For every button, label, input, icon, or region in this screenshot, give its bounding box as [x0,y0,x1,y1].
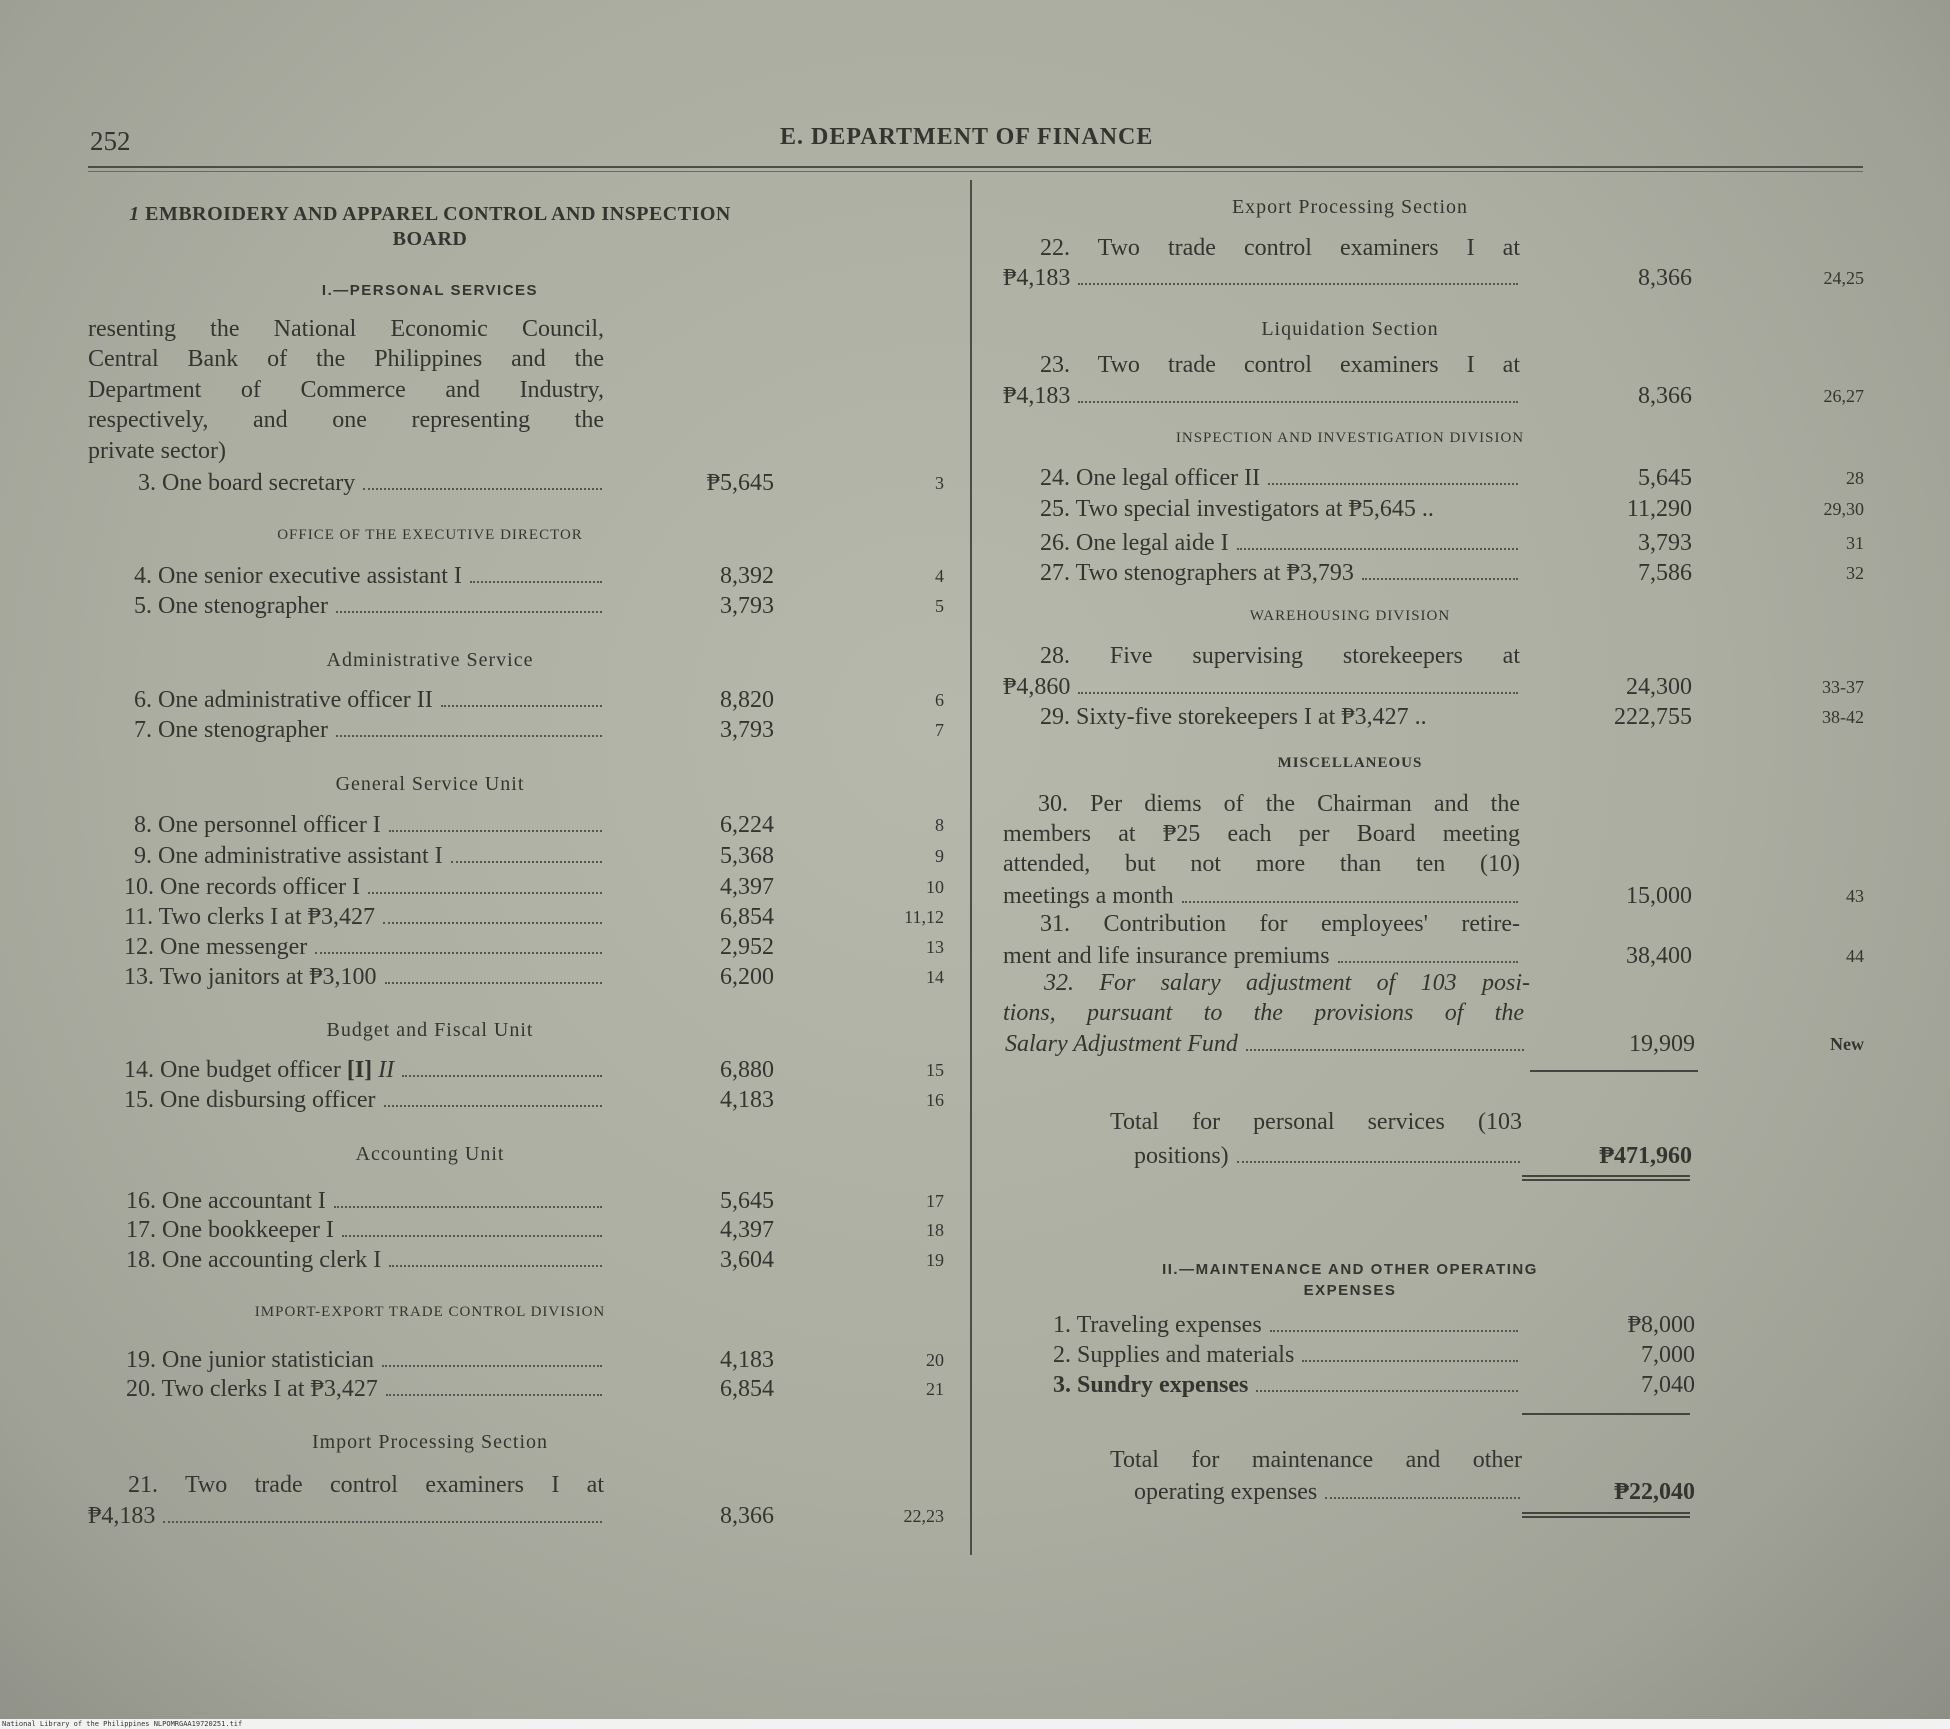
item-label: 10. One records officer I [124,874,361,900]
item-label-main: 14. One budget officer [124,1057,341,1083]
leader-dots [1325,1497,1520,1499]
mooe-item [0,1340,1950,1370]
item-amount: 2,952 [720,934,774,960]
board-number: 1 [129,203,140,225]
item-amount: 5,645 [1638,465,1692,491]
section-heading: Liquidation Section [1261,318,1439,340]
mooe-item [0,1310,1950,1340]
item-ref: 28 [1846,468,1864,488]
item-label: ₱4,860 [1003,674,1071,700]
item-label: 4. One senior executive assistant I [134,563,462,589]
item-ref: 24,25 [1823,268,1864,288]
item-line: attended, but not more than ten (10) [1003,851,1520,877]
item-amount: 6,854 [720,1376,774,1402]
total-line: Total for personal services (103 [1110,1109,1522,1135]
leader-dots [1362,578,1518,580]
line-item [0,1186,960,1216]
item-amount: 4,397 [720,874,774,900]
item-amount: 3,793 [720,593,774,619]
item-ref: 32 [1846,563,1864,583]
item-amount: 38,400 [1626,943,1692,969]
item-label: ment and life insurance premiums [1003,943,1330,969]
item-label: 7. One stenographer [134,717,328,743]
item-ref: 38-42 [1822,707,1864,727]
item-ref: 31 [1846,533,1864,553]
deleted-text-bracket: [I] [346,1057,373,1083]
header-rule [88,166,1863,168]
line-item [0,591,960,621]
item-amount: 6,224 [720,812,774,838]
page-number: 252 [90,126,131,156]
item-ref: 18 [926,1220,944,1240]
item-ref: 9 [935,846,944,866]
line-item [0,528,1950,558]
leader-dots [163,1521,602,1523]
item-label: 8. One personnel officer I [134,812,381,838]
section-heading: Budget and Fiscal Unit [326,1019,534,1041]
header-rule-thin [88,171,1863,172]
board-title-line2: BOARD [392,228,468,250]
line-item [0,841,960,871]
item-first-line: 28. Five supervising storekeepers at [1040,643,1520,669]
item-ref: 22,23 [903,1506,944,1526]
leader-dots [384,1105,602,1107]
line-item [0,1055,960,1085]
section-heading: Accounting Unit [355,1143,505,1165]
item-amount: 6,200 [720,964,774,990]
section-heading: Administrative Service [326,649,534,671]
item-ref: 8 [935,815,944,835]
item-label: 12. One messenger [124,934,308,960]
line-item [0,810,960,840]
leader-dots [389,830,602,832]
total-amount: ₱471,960 [1599,1143,1692,1169]
total-label: positions) [1134,1143,1229,1169]
item-amount: 4,397 [720,1217,774,1243]
total-personal-services [0,1141,1950,1171]
total-double-rule-bottom [1522,1516,1690,1518]
item-label: 6. One administrative officer II [134,687,433,713]
item-label: 27. Two stenographers at ₱3,793 [1040,560,1354,586]
item-first-line: 31. Contribution for employees' retire- [1040,911,1520,937]
item-ref: 6 [935,690,944,710]
line-item [0,672,1950,702]
line-item [0,558,1950,588]
line-item [0,1029,1950,1059]
leader-dots [1078,283,1518,285]
item-label: ₱4,183 [1003,265,1071,291]
item-label [124,1055,394,1085]
board-title [90,202,770,252]
line-item [0,1245,960,1275]
item-line: 32. For salary adjustment of 103 posi- [1044,970,1530,996]
item-label: ₱4,183 [88,1503,156,1529]
item-ref: 10 [926,877,944,897]
section-heading: IMPORT-EXPORT TRADE CONTROL DIVISION [254,1304,606,1320]
leader-dots [1078,401,1518,403]
item-amount: 8,366 [1638,383,1692,409]
item-ref: 26,27 [1823,386,1864,406]
item-amount: 3,604 [720,1247,774,1273]
item-label: 9. One administrative assistant I [134,843,443,869]
item-amount: 3,793 [1638,530,1692,556]
item-amount: 8,392 [720,563,774,589]
item-amount: 5,645 [720,1188,774,1214]
item-ref: 4 [935,566,944,586]
item-amount: 5,368 [720,843,774,869]
intro-line: Central Bank of the Philippines and the [88,346,604,372]
item-label: ₱4,183 [1003,383,1071,409]
item-label: 20. Two clerks I at ₱3,427 [126,1376,378,1402]
leader-dots [1237,548,1518,550]
item-label: 15. One disbursing officer [124,1087,376,1113]
total-label: operating expenses [1134,1479,1318,1505]
section-heading: OFFICE OF THE EXECUTIVE DIRECTOR [277,527,583,543]
line-item [0,881,1950,911]
subtotal-rule [1530,1070,1698,1072]
item-amount: 6,880 [720,1057,774,1083]
section-heading: INSPECTION AND INVESTIGATION DIVISION [1175,430,1525,446]
item-label: 26. One legal aide I [1040,530,1229,556]
board-title-line1: EMBROIDERY AND APPAREL CONTROL AND INSPECTION [145,203,731,225]
leader-dots [383,922,602,924]
total-double-rule-top [1522,1175,1690,1177]
leader-dots [389,1265,602,1267]
item-amount: 11,290 [1626,496,1692,522]
item-ref: 15 [926,1060,944,1080]
item-label: 16. One accountant I [126,1188,326,1214]
item-ref: 33-37 [1822,677,1864,697]
item-ref: 14 [926,967,944,987]
scan-footer: National Library of the Philippines NLPOMRGAA19720251.tif [0,1719,1950,1729]
section-heading: Import Processing Section [311,1431,549,1453]
item-label: 2. Supplies and materials [1053,1342,1295,1368]
item-amount: 3,793 [720,717,774,743]
total-double-rule-top [1522,1512,1690,1514]
item-ref: 29,30 [1823,499,1864,519]
line-item [0,941,1950,971]
section-heading: General Service Unit [335,773,525,795]
total-line: Total for maintenance and other [1110,1447,1522,1473]
leader-dots [1268,483,1518,485]
line-item [0,381,1950,411]
item-amount: 222,755 [1614,704,1692,730]
item-ref: 5 [935,596,944,616]
item-label: 19. One junior statistician [126,1347,374,1373]
mooe-heading-line1: II.—MAINTENANCE AND OTHER OPERATING [1162,1261,1538,1278]
item-label: 24. One legal officer II [1040,465,1261,491]
personal-services-heading: I.—PERSONAL SERVICES [321,282,539,299]
item-line: members at ₱25 each per Board meeting [1003,821,1520,847]
item-amount: 8,820 [720,687,774,713]
item-ref: 13 [926,937,944,957]
total-mooe [0,1477,1950,1507]
item-amount: 24,300 [1626,674,1692,700]
intro-line: private sector) [88,438,226,464]
item-line: tions, pursuant to the provisions of the [1003,1000,1524,1026]
item-label: 3. One board secretary [138,470,356,496]
item-label: 1. Traveling expenses [1053,1312,1262,1338]
item-amount: 7,586 [1638,560,1692,586]
leader-dots [336,611,602,613]
leader-dots [342,1235,602,1237]
item-amount: 8,366 [720,1503,774,1529]
section-heading: Export Processing Section [1231,196,1469,218]
leader-dots [1338,961,1518,963]
item-label: meetings a month [1003,883,1174,909]
intro-line: respectively, and one representing the [88,407,604,433]
item-label: 29. Sixty-five storekeepers I at ₱3,427 .. [1040,704,1427,730]
item-amount: 4,183 [720,1087,774,1113]
leader-dots [1302,1360,1518,1362]
leader-dots [402,1075,602,1077]
item-label: 17. One bookkeeper I [126,1217,334,1243]
item-ref: 7 [935,720,944,740]
section-heading: WAREHOUSING DIVISION [1249,608,1451,624]
item-amount: 15,000 [1626,883,1692,909]
item-first-line: 23. Two trade control examiners I at [1040,352,1520,378]
subtotal-rule [1522,1413,1690,1415]
item-ref: 16 [926,1090,944,1110]
item-amount: 6,854 [720,904,774,930]
mooe-item [0,1370,1950,1400]
item-label: Salary Adjustment Fund [1005,1031,1238,1057]
total-double-rule-bottom [1522,1179,1690,1181]
item-ref: 21 [926,1379,944,1399]
item-ref: 43 [1846,886,1864,906]
item-ref: 3 [935,473,944,493]
item-amount: 8,366 [1638,265,1692,291]
item-label: 13. Two janitors at ₱3,100 [124,964,377,990]
line-item [0,463,1950,493]
leader-dots [1246,1049,1524,1051]
intro-line: resenting the National Economic Council, [88,316,604,342]
item-amount: 19,909 [1629,1031,1695,1057]
item-ref: 11,12 [904,907,944,927]
item-ref: 44 [1846,946,1864,966]
leader-dots [451,861,602,863]
leader-dots [1078,692,1518,694]
item-amount: ₱5,645 [706,470,774,496]
section-heading: MISCELLANEOUS [1277,755,1423,771]
leader-dots [1256,1390,1518,1392]
item-first-line: 21. Two trade control examiners I at [128,1472,604,1498]
leader-dots [385,982,602,984]
leader-dots [1270,1330,1518,1332]
item-label: 5. One stenographer [134,593,328,619]
line-item [0,1085,960,1115]
item-first-line: 22. Two trade control examiners I at [1040,235,1520,261]
total-amount: ₱22,040 [1614,1479,1695,1505]
item-ref: 20 [926,1350,944,1370]
line-item [0,263,1950,293]
inserted-text: II [378,1057,395,1083]
running-head: E. DEPARTMENT OF FINANCE [780,124,1154,150]
item-label: 3. Sundry expenses [1053,1372,1249,1398]
leader-dots [334,1206,602,1208]
item-label: 25. Two special investigators at ₱5,645 .. [1040,496,1434,522]
line-item [0,1215,960,1245]
item-line: 30. Per diems of the Chairman and the [1038,791,1520,817]
leader-dots [336,735,602,737]
line-item [0,494,1950,524]
item-label: 18. One accounting clerk I [126,1247,382,1273]
leader-dots [1182,901,1518,903]
leader-dots [1237,1161,1520,1163]
item-label: 11. Two clerks I at ₱3,427 [124,904,375,930]
item-ref: 19 [926,1250,944,1270]
item-amount: 7,040 [1641,1372,1695,1398]
item-ref: New [1830,1034,1864,1054]
intro-line: Department of Commerce and Industry, [88,377,604,403]
mooe-heading-line2: EXPENSES [1303,1282,1397,1299]
item-amount: ₱8,000 [1627,1312,1695,1338]
item-amount: 7,000 [1641,1342,1695,1368]
line-item [0,702,1950,732]
item-amount: 4,183 [720,1347,774,1373]
item-ref: 17 [926,1191,944,1211]
